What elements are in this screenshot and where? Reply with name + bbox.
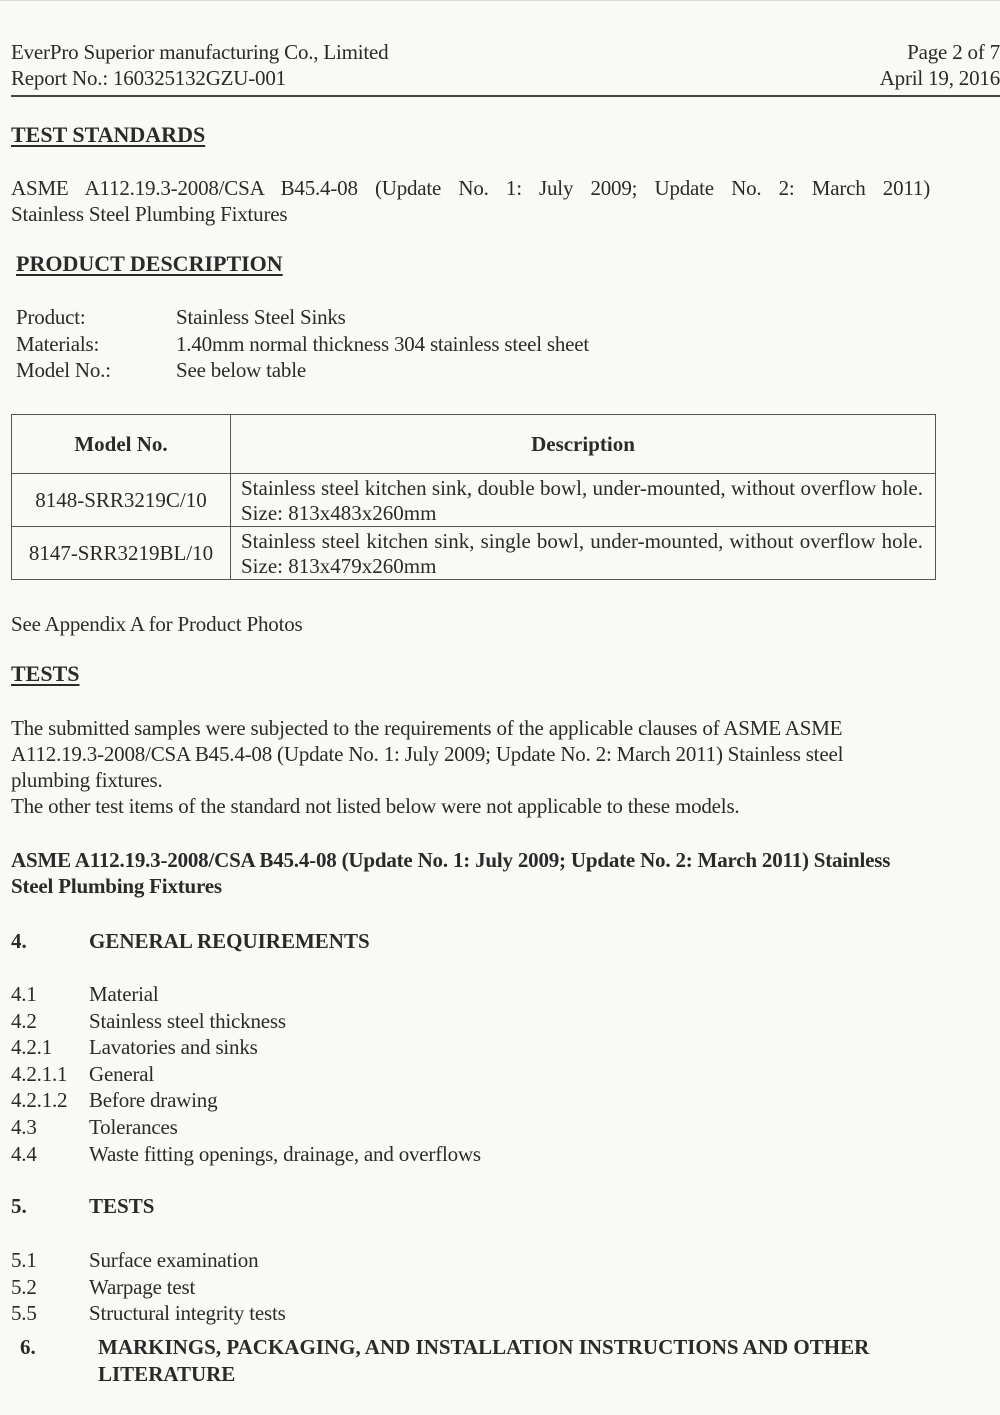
list-item bbox=[11, 981, 159, 1007]
materials-field bbox=[16, 331, 589, 357]
model-cell: 8148-SRR3219C/10 bbox=[12, 474, 231, 527]
test-standards-line-1: ASME A112.19.3-2008/CSA B45.4-08 (Update No. 1: July 2009; Update No. 2: March 2011) bbox=[11, 176, 930, 200]
tests-line-1: The submitted samples were subjected to the requirements of the applicable clauses of ASME ASME bbox=[11, 716, 843, 740]
section-4-title bbox=[11, 929, 370, 954]
model-no-field bbox=[16, 357, 306, 383]
section-6-title bbox=[20, 1334, 869, 1388]
item-label: Warpage test bbox=[89, 1275, 196, 1299]
item-number: 4.1 bbox=[11, 982, 37, 1006]
section-6-label-line-1: MARKINGS, PACKAGING, AND INSTALLATION INSTRUCTIONS AND OTHER bbox=[98, 1335, 870, 1359]
list-item bbox=[11, 1008, 286, 1034]
item-number: 4.4 bbox=[11, 1142, 37, 1166]
page-header-right bbox=[880, 39, 1000, 91]
table-row bbox=[12, 474, 936, 527]
product-label: Product: bbox=[16, 305, 86, 329]
item-label: Stainless steel thickness bbox=[89, 1009, 286, 1033]
section-6-number: 6. bbox=[20, 1335, 36, 1359]
item-label: Tolerances bbox=[89, 1115, 178, 1139]
list-item bbox=[11, 1300, 286, 1326]
item-label: Structural integrity tests bbox=[89, 1301, 286, 1325]
section-5-label: TESTS bbox=[89, 1194, 155, 1218]
appendix-note: See Appendix A for Product Photos bbox=[11, 612, 303, 636]
list-item bbox=[11, 1061, 154, 1087]
list-item bbox=[11, 1034, 258, 1060]
table-header-row bbox=[12, 415, 936, 474]
report-date: April 19, 2016 bbox=[879, 66, 1000, 90]
item-number: 4.2 bbox=[11, 1009, 37, 1033]
materials-label: Materials: bbox=[16, 332, 100, 356]
report-number: Report No.: 160325132GZU-001 bbox=[11, 66, 286, 90]
item-label: Waste fitting openings, drainage, and overflows bbox=[89, 1142, 481, 1166]
product-description-heading: PRODUCT DESCRIPTION bbox=[16, 251, 283, 276]
page-number: Page 2 of 7 bbox=[907, 40, 1000, 64]
section-4-number: 4. bbox=[11, 929, 27, 953]
page-header-left bbox=[11, 39, 388, 91]
item-number: 5.5 bbox=[11, 1301, 37, 1325]
item-number: 4.3 bbox=[11, 1115, 37, 1139]
column-header-model: Model No. bbox=[12, 415, 231, 474]
section-4-label: GENERAL REQUIREMENTS bbox=[89, 929, 370, 953]
item-number: 4.2.1.2 bbox=[11, 1088, 68, 1112]
section-5-number: 5. bbox=[11, 1194, 27, 1218]
list-item bbox=[11, 1141, 481, 1167]
item-label: Surface examination bbox=[89, 1248, 259, 1272]
item-label: General bbox=[89, 1062, 155, 1086]
section-6-label-line-2: LITERATURE bbox=[98, 1362, 236, 1386]
column-header-description: Description bbox=[231, 415, 936, 474]
tests-line-2: A112.19.3-2008/CSA B45.4-08 (Update No. 1: July 2009; Update No. 2: March 2011) Stainless steel bbox=[11, 742, 844, 766]
item-label: Before drawing bbox=[89, 1088, 218, 1112]
standard-title-line-2: Steel Plumbing Fixtures bbox=[11, 874, 222, 898]
list-item bbox=[11, 1274, 195, 1300]
tests-heading: TESTS bbox=[11, 661, 80, 686]
item-label: Lavatories and sinks bbox=[89, 1035, 258, 1059]
model-table bbox=[11, 414, 936, 580]
item-number: 4.2.1 bbox=[11, 1035, 53, 1059]
materials-value: 1.40mm normal thickness 304 stainless steel sheet bbox=[176, 332, 590, 356]
model-no-label: Model No.: bbox=[16, 358, 111, 382]
product-value: Stainless Steel Sinks bbox=[176, 305, 346, 329]
company-name: EverPro Superior manufacturing Co., Limited bbox=[11, 40, 389, 64]
item-number: 4.2.1.1 bbox=[11, 1062, 68, 1086]
model-cell: 8147-SRR3219BL/10 bbox=[12, 527, 231, 580]
tests-line-3: plumbing fixtures. bbox=[11, 768, 163, 792]
list-item bbox=[11, 1247, 258, 1273]
test-standards-line-2: Stainless Steel Plumbing Fixtures bbox=[11, 202, 288, 226]
model-no-value: See below table bbox=[176, 358, 306, 382]
item-number: 5.1 bbox=[11, 1248, 37, 1272]
header-divider bbox=[11, 95, 1000, 97]
section-5-title bbox=[11, 1194, 154, 1219]
standard-title bbox=[11, 847, 986, 899]
product-field bbox=[16, 304, 346, 330]
description-cell: Stainless steel kitchen sink, double bowl, under-mounted, without overflow hole. Size: 813x483x260mm bbox=[231, 474, 936, 527]
list-item bbox=[11, 1114, 178, 1140]
description-cell: Stainless steel kitchen sink, single bowl, under-mounted, without overflow hole. Size: 813x479x260mm bbox=[231, 527, 936, 580]
item-number: 5.2 bbox=[11, 1275, 37, 1299]
list-item bbox=[11, 1087, 217, 1113]
tests-paragraph bbox=[11, 715, 971, 819]
table-row bbox=[12, 527, 936, 580]
test-standards-heading: TEST STANDARDS bbox=[11, 122, 206, 147]
tests-line-4: The other test items of the standard not listed below were not applicable to these models. bbox=[11, 794, 740, 818]
item-label: Material bbox=[89, 982, 159, 1006]
standard-title-line-1: ASME A112.19.3-2008/CSA B45.4-08 (Update No. 1: July 2009; Update No. 2: March 2011) Stainless bbox=[11, 848, 891, 872]
test-standards-text bbox=[11, 175, 930, 227]
